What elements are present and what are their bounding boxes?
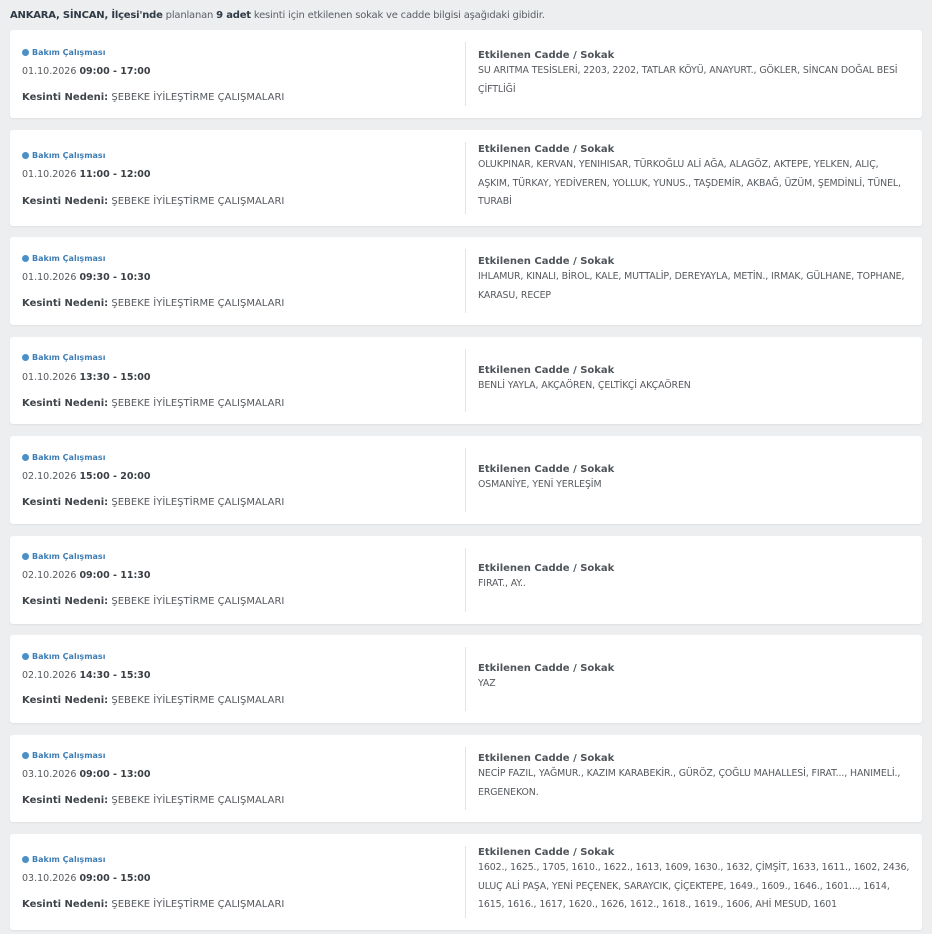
streets-list: BENLİ YAYLA, AKÇAÖREN, ÇELTİKÇİ AKÇAÖREN [478,380,691,391]
outage-card [10,30,922,118]
outage-type-badge [22,48,105,57]
streets-list: SU ARITMA TESİSLERİ, 2203, 2202, TATLAR KÖYÜ, ANAYURT., GÖKLER, SİNCAN DOĞAL BESİ ÇİFTLİĞİ [478,65,898,95]
outage-type-badge [22,353,105,362]
status-dot-icon [22,255,29,262]
streets-header: Etkilenen Cadde / Sokak [478,663,615,674]
outage-card [10,735,922,822]
outage-date: 01.10.2026 [22,272,77,283]
outage-time: 15:00 - 20:00 [79,471,151,482]
outage-card [10,337,922,424]
affected-streets [478,50,910,99]
reason-value: ŞEBEKE İYİLEŞTİRME ÇALIŞMALARI [111,596,285,607]
outage-time: 09:00 - 15:00 [79,873,151,884]
outage-datetime [22,670,150,681]
card-divider [465,42,466,106]
affected-streets [478,847,910,915]
reason-label: Kesinti Nedeni: [22,92,109,103]
reason-label: Kesinti Nedeni: [22,398,109,409]
streets-list: 1602., 1625., 1705, 1610., 1622., 1613, 1609, 1630., 1632, ÇİMŞİT, 1633, 1611., 1602, 2436, ULUÇ ALİ PAŞA, YENİ PEÇENEK, SARAYCIK, ÇİÇEKTEPE, 1649., 1609., 1646., 1601..., 1614, 1615, 1616., 1617, 1620., 1626, 1612., 1618., 1619., 1606, AHİ MESUD, 1601 [478,862,910,910]
outage-card [10,130,922,226]
outage-reason [22,398,284,409]
outage-date: 03.10.2026 [22,873,77,884]
card-divider [465,349,466,412]
reason-value: ŞEBEKE İYİLEŞTİRME ÇALIŞMALARI [111,899,285,910]
affected-streets [478,753,910,802]
summary-text-1: planlanan [162,10,217,21]
outage-reason [22,92,284,103]
affected-streets [478,256,910,305]
affected-streets [478,663,910,694]
outage-datetime [22,66,150,77]
affected-streets [478,144,910,212]
card-divider [465,448,466,512]
status-dot-icon [22,752,29,759]
outage-time: 09:30 - 10:30 [79,272,151,283]
outage-date: 02.10.2026 [22,471,77,482]
status-dot-icon [22,354,29,361]
outage-type: Bakım Çalışması [32,353,106,362]
outage-type: Bakım Çalışması [32,751,106,760]
outage-reason [22,298,284,309]
reason-label: Kesinti Nedeni: [22,795,109,806]
status-dot-icon [22,454,29,461]
outage-type: Bakım Çalışması [32,552,106,561]
outage-card [10,635,922,723]
outage-card [10,237,922,325]
outage-card [10,536,922,624]
outage-datetime [22,873,150,884]
outage-reason [22,596,284,607]
summary-text-2: kesinti için etkilenen sokak ve cadde bilgisi aşağıdaki gibidir. [250,10,545,21]
streets-header: Etkilenen Cadde / Sokak [478,365,615,376]
status-dot-icon [22,152,29,159]
card-divider [465,747,466,810]
outage-reason [22,497,284,508]
reason-value: ŞEBEKE İYİLEŞTİRME ÇALIŞMALARI [111,795,285,806]
affected-streets [478,563,910,594]
outage-datetime [22,769,150,780]
outage-date: 02.10.2026 [22,670,77,681]
outage-time: 09:00 - 13:00 [79,769,151,780]
outage-date: 03.10.2026 [22,769,77,780]
card-divider [465,249,466,313]
outage-type-badge [22,552,105,561]
status-dot-icon [22,856,29,863]
outage-type-badge [22,855,105,864]
streets-list: NECİP FAZIL, YAĞMUR., KAZIM KARABEKİR., GÜRÖZ, ÇOĞLU MAHALLESİ, FIRAT..., HANIMELİ., ERGENEKON. [478,768,901,798]
streets-list: IHLAMUR, KINALI, BİROL, KALE, MUTTALİP, DEREYAYLA, METİN., IRMAK, GÜLHANE, TOPHANE, KARASU, RECEP [478,271,905,301]
outage-date: 01.10.2026 [22,372,77,383]
outage-time: 09:00 - 11:30 [79,570,151,581]
outage-card [10,834,922,930]
streets-header: Etkilenen Cadde / Sokak [478,256,615,267]
status-dot-icon [22,49,29,56]
card-divider [465,142,466,214]
outage-datetime [22,169,150,180]
outage-reason [22,795,284,806]
reason-value: ŞEBEKE İYİLEŞTİRME ÇALIŞMALARI [111,398,285,409]
outage-reason [22,899,284,910]
outage-date: 01.10.2026 [22,169,77,180]
reason-label: Kesinti Nedeni: [22,695,109,706]
outage-datetime [22,272,150,283]
reason-value: ŞEBEKE İYİLEŞTİRME ÇALIŞMALARI [111,298,285,309]
outage-datetime [22,471,150,482]
outage-type-badge [22,254,105,263]
reason-value: ŞEBEKE İYİLEŞTİRME ÇALIŞMALARI [111,196,285,207]
outage-type: Bakım Çalışması [32,151,106,160]
reason-value: ŞEBEKE İYİLEŞTİRME ÇALIŞMALARI [111,695,285,706]
streets-list: YAZ [478,678,496,689]
streets-list: OLUKPINAR, KERVAN, YENIHISAR, TÜRKOĞLU ALİ AĞA, ALAGÖZ, AKTEPE, YELKEN, ALIÇ, AŞKIM, TÜRKAY, YEDİVEREN, YOLLUK, YUNUS., TAŞDEMİR, AKBAĞ, ÜZÜM, ŞEMDİNLİ, TÜNEL, TURABİ [478,159,901,207]
reason-value: ŞEBEKE İYİLEŞTİRME ÇALIŞMALARI [111,497,285,508]
status-dot-icon [22,653,29,660]
outage-datetime [22,372,150,383]
streets-header: Etkilenen Cadde / Sokak [478,464,615,475]
outage-type-badge [22,151,105,160]
streets-header: Etkilenen Cadde / Sokak [478,563,615,574]
outage-reason [22,695,284,706]
outage-type-badge [22,652,105,661]
outage-date: 01.10.2026 [22,66,77,77]
outage-type: Bakım Çalışması [32,48,106,57]
streets-list: FIRAT., AY.. [478,578,526,589]
affected-streets [478,464,910,495]
outage-type: Bakım Çalışması [32,652,106,661]
outage-date: 02.10.2026 [22,570,77,581]
outage-card [10,436,922,524]
reason-label: Kesinti Nedeni: [22,196,109,207]
outage-time: 11:00 - 12:00 [79,169,151,180]
reason-value: ŞEBEKE İYİLEŞTİRME ÇALIŞMALARI [111,92,285,103]
outage-datetime [22,570,150,581]
outage-time: 09:00 - 17:00 [79,66,151,77]
outage-time: 13:30 - 15:00 [79,372,151,383]
streets-list: OSMANİYE, YENİ YERLEŞİM [478,479,602,490]
outage-type: Bakım Çalışması [32,254,106,263]
card-divider [465,846,466,918]
reason-label: Kesinti Nedeni: [22,298,109,309]
status-dot-icon [22,553,29,560]
summary-text [10,10,545,21]
outage-type-badge [22,751,105,760]
summary-location: ANKARA, SİNCAN, İlçesi'nde [10,10,163,21]
affected-streets [478,365,910,396]
outage-type: Bakım Çalışması [32,453,106,462]
reason-label: Kesinti Nedeni: [22,497,109,508]
streets-header: Etkilenen Cadde / Sokak [478,50,615,61]
streets-header: Etkilenen Cadde / Sokak [478,753,615,764]
outage-type: Bakım Çalışması [32,855,106,864]
outage-reason [22,196,284,207]
streets-header: Etkilenen Cadde / Sokak [478,847,615,858]
outage-time: 14:30 - 15:30 [79,670,151,681]
reason-label: Kesinti Nedeni: [22,899,109,910]
outage-type-badge [22,453,105,462]
card-divider [465,647,466,711]
reason-label: Kesinti Nedeni: [22,596,109,607]
summary-count: 9 adet [216,10,251,21]
streets-header: Etkilenen Cadde / Sokak [478,144,615,155]
card-divider [465,548,466,612]
